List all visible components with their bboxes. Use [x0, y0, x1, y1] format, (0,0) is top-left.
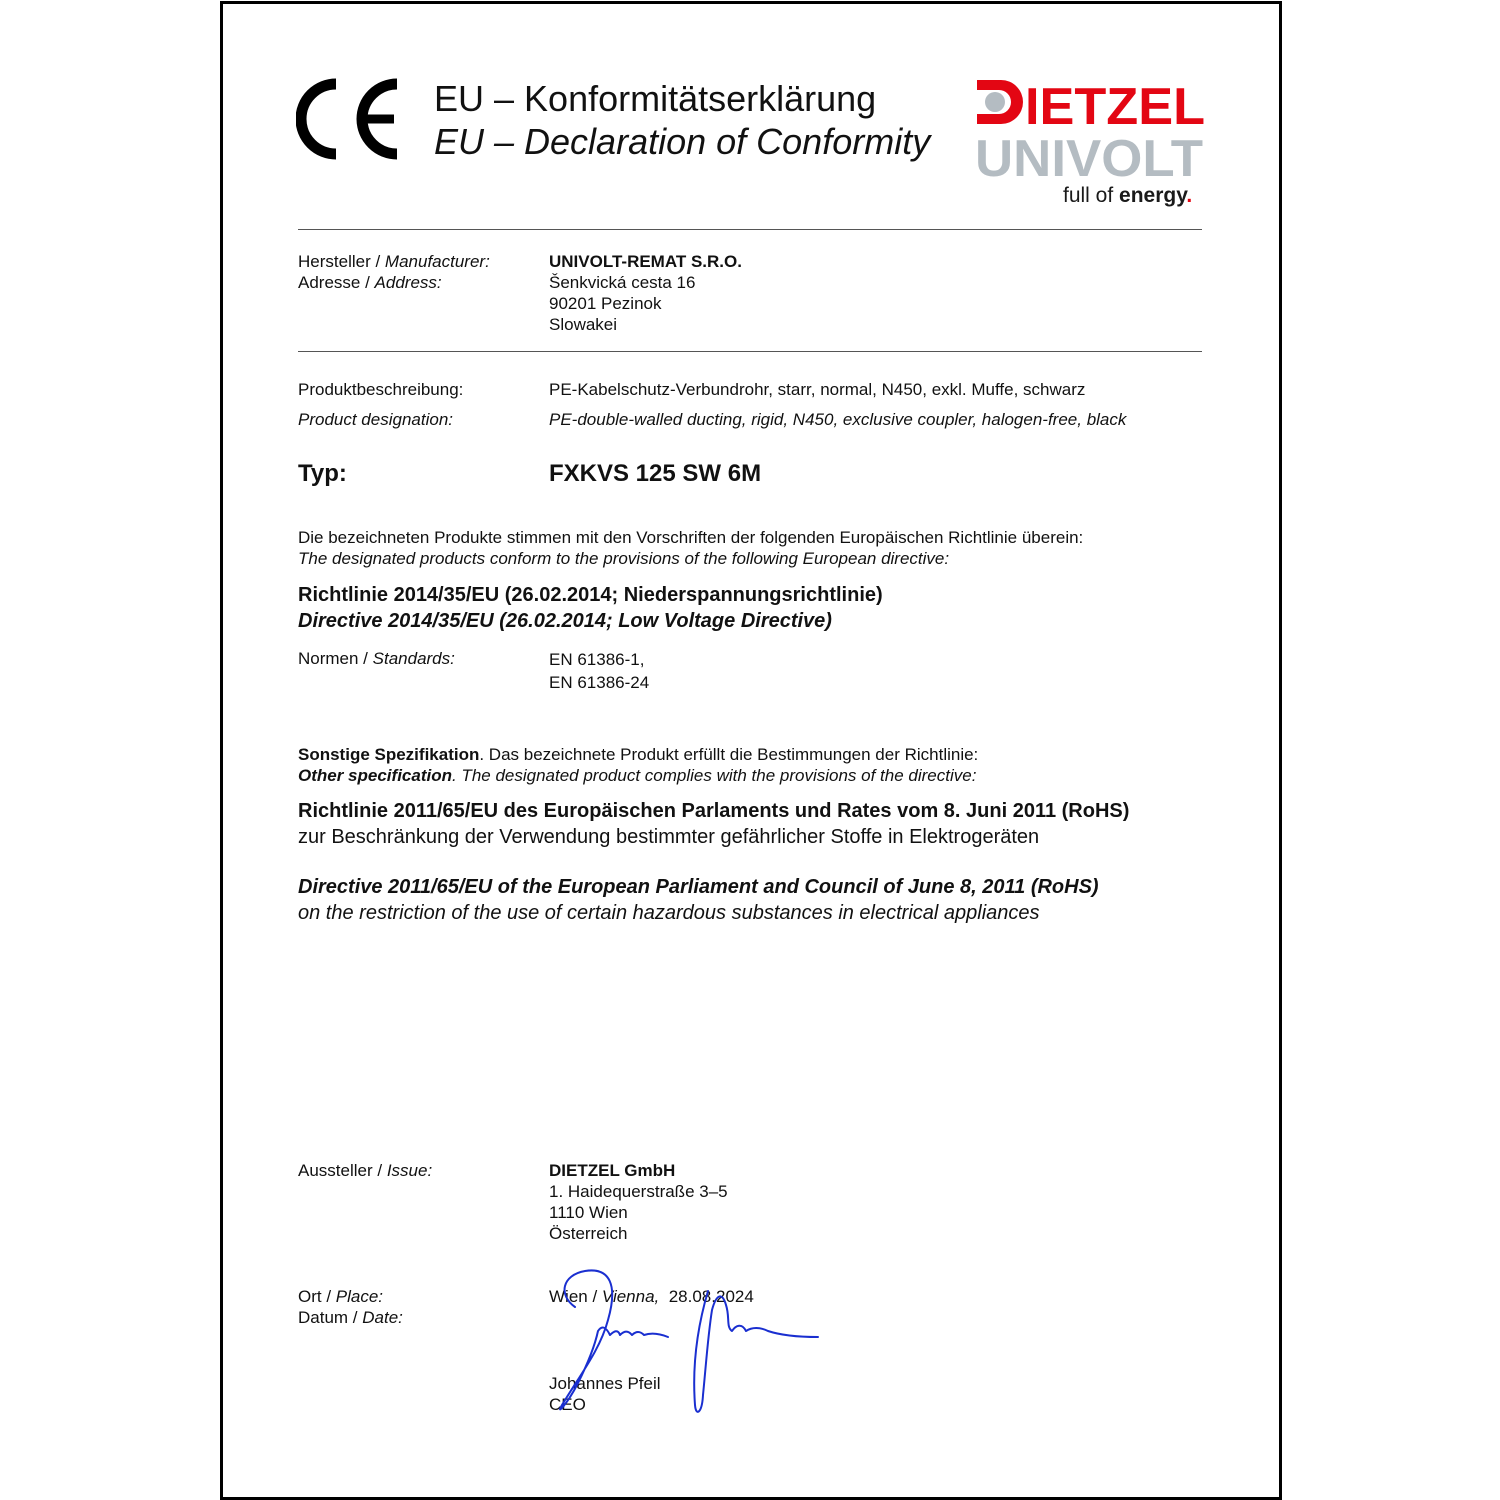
rohs-de-title: Richtlinie 2011/65/EU des Europäischen Parlaments und Rates vom 8. Juni 2011 (RoHS) [298, 800, 1130, 822]
conformity-intro-de: Die bezeichneten Produkte stimmen mit den Vorschriften der folgenden Europäischen Richtlinie überein: [298, 528, 1084, 547]
manufacturer-label: Hersteller / Manufacturer: [298, 252, 490, 271]
product-designation-en: PE-double-walled ducting, rigid, N450, exclusive coupler, halogen-free, black [549, 410, 1127, 429]
product-description-de: PE-Kabelschutz-Verbundrohr, starr, normal, N450, exkl. Muffe, schwarz [549, 380, 1086, 399]
product-description-label: Produktbeschreibung: [298, 380, 464, 399]
divider-top [298, 229, 1202, 230]
type-label: Typ: [298, 460, 347, 487]
place-date-value: Wien / Vienna, 28.08.2024 [549, 1287, 754, 1306]
address-line: Slowakei [549, 315, 618, 334]
issuer-address-line: 1110 Wien [549, 1203, 628, 1222]
standard-item: EN 61386-1, [549, 650, 645, 669]
product-designation-label: Product designation: [298, 410, 453, 429]
rohs-en-subtitle: on the restriction of the use of certain hazardous substances in electrical appliances [298, 902, 1040, 924]
title-german: EU – Konformitätserklärung [434, 78, 877, 119]
dietzel-wordmark [977, 78, 1205, 136]
rohs-en-title: Directive 2011/65/EU of the European Parliament and Council of June 8, 2011 (RoHS) [298, 876, 1099, 898]
address-line: 90201 Pezinok [549, 294, 662, 313]
manufacturer-name: UNIVOLT-REMAT S.R.O. [549, 252, 742, 271]
svg-text:full of energy.: full of energy. [1063, 184, 1193, 207]
title-english: EU – Declaration of Conformity [434, 121, 931, 162]
other-spec-de: Sonstige Spezifikation. Das bezeichnete Produkt erfüllt die Bestimmungen der Richtlinie: [298, 745, 979, 764]
issuer-address-line: 1. Haidequerstraße 3–5 [549, 1182, 728, 1201]
rohs-de-subtitle: zur Beschränkung der Verwendung bestimmter gefährlicher Stoffe in Elektrogeräten [298, 826, 1040, 848]
signatory-name: Johannes Pfeil [549, 1374, 661, 1393]
directive-en: Directive 2014/35/EU (26.02.2014; Low Voltage Directive) [298, 610, 832, 632]
address-line: Šenkvická cesta 16 [549, 273, 696, 292]
ce-mark-icon [296, 78, 406, 160]
issuer-address-line: Österreich [549, 1224, 628, 1243]
other-spec-en: Other specification. The designated product complies with the provisions of the directive: [298, 766, 977, 785]
svg-text:IETZEL: IETZEL [1025, 78, 1205, 136]
type-value: FXKVS 125 SW 6M [549, 460, 762, 487]
standards-label: Normen / Standards: [298, 649, 455, 668]
divider-middle [298, 351, 1202, 352]
address-label: Adresse / Address: [298, 273, 442, 292]
issuer-name: DIETZEL GmbH [549, 1161, 676, 1180]
signatory-title: CEO [549, 1395, 586, 1414]
signature-icon [540, 1265, 830, 1420]
directive-de: Richtlinie 2014/35/EU (26.02.2014; Niederspannungsrichtlinie) [298, 584, 883, 606]
issuer-label: Aussteller / Issue: [298, 1161, 433, 1180]
place-label: Ort / Place: [298, 1287, 384, 1306]
standard-item: EN 61386-24 [549, 673, 650, 692]
date-label: Datum / Date: [298, 1308, 403, 1327]
conformity-intro-en: The designated products conform to the provisions of the following European directive: [298, 549, 950, 568]
svg-text:UNIVOLT: UNIVOLT [975, 130, 1204, 188]
dietzel-univolt-logo [975, 78, 1207, 208]
